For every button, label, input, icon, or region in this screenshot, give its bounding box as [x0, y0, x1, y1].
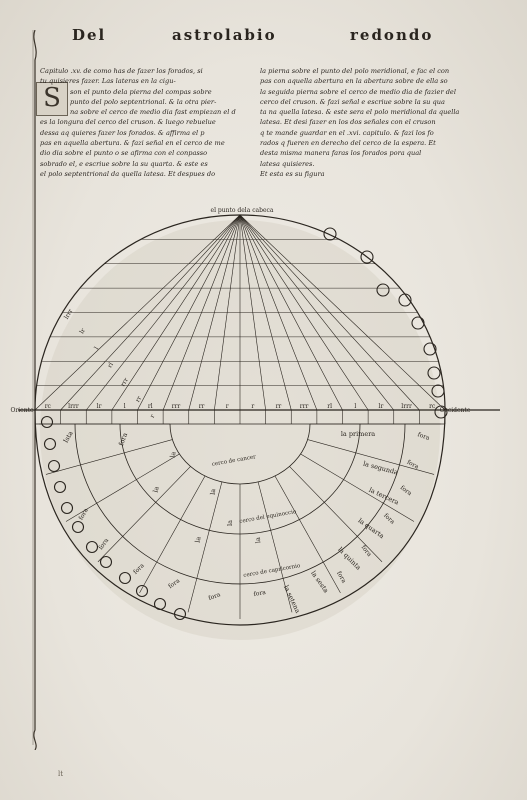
upper-degree-label: lr	[78, 327, 87, 336]
west-label: Occidente	[439, 407, 471, 414]
text-line: q te mande guardar en el .xvi. capitulo. & fazi los fo	[260, 128, 434, 137]
horizon-degree-label: r	[251, 403, 255, 410]
text-line: Capitulo .xv. de como has de fazer los forados, si	[40, 67, 203, 75]
band-label: la setena	[281, 583, 302, 615]
upper-degree-label: lrrr	[63, 307, 75, 321]
cell-label: la	[208, 488, 218, 496]
rim-tag-label: fora	[97, 537, 111, 552]
decorated-initial: S	[36, 82, 68, 116]
text-line: pas en aquella abertura. & fazi señal en el cerco de me	[40, 139, 225, 148]
band-label: la quarta	[356, 516, 386, 541]
upper-degree-label: rl	[106, 361, 115, 370]
cell-label: la	[151, 485, 161, 494]
header-word-left: Del	[72, 26, 107, 44]
text-line: son el punto dela pierna del compas sobre	[70, 87, 212, 96]
band-label: la primera	[340, 430, 376, 438]
horizon-degree-label: rc	[44, 403, 51, 410]
arc-caption-capricorn: cerco de capricornio	[242, 563, 301, 579]
horizon-degree-label: lrrr	[68, 403, 79, 410]
header-word-right: redondo	[350, 26, 434, 44]
horizon-degree-label: l	[354, 403, 357, 410]
cell-label: fora	[117, 431, 130, 447]
horizon-degree-label: r	[225, 403, 229, 410]
cell-label: la	[168, 451, 178, 459]
header-word-center: astrolabio	[172, 26, 277, 44]
text-line: punto del polo septentrional. & la otra pier-	[70, 97, 217, 106]
text-line: dessa aq quieres fazer los forados. & affirma el p	[40, 128, 205, 137]
text-line: ta na quella latesa. & este sera el polo meridional da quella	[260, 108, 460, 117]
text-line: latesa quisieres.	[260, 159, 315, 168]
text-line: es la longura del cerco del cruson. & luego rebuelue	[40, 118, 216, 127]
arc-caption-equinox: cerco del equinoccio	[238, 509, 297, 525]
horizon-degree-label: rl	[147, 403, 153, 410]
rim-tag-label: fora	[167, 577, 182, 591]
cell-label: la	[193, 536, 203, 544]
arc-caption-cancer: cerco de cancer	[211, 454, 257, 468]
band-label: la sesta	[309, 569, 331, 595]
horizon-degree-label: rc	[429, 403, 436, 410]
text-line: latesa. Et desi fazer en los dos señales con el cruson	[260, 118, 436, 127]
upper-degree-label: r	[148, 413, 157, 420]
cell-label: la	[253, 536, 263, 544]
folio-mark: lt	[58, 770, 64, 778]
horizon-degree-label: lrrr	[401, 403, 412, 410]
upper-degree-label: rr	[134, 395, 144, 404]
rim-tag-label: fora	[132, 562, 146, 576]
zenith-caption: el punto dela cabeca	[210, 207, 274, 214]
text-line: sobrado el, e escriue sobre la su quarta. & este es	[40, 159, 208, 168]
text-line: la seguida pierna sobre el cerco de medio dia de fazier del	[260, 87, 456, 96]
text-line: na sobre el cerco de medio dia fast empiezan el d	[70, 108, 236, 117]
upper-degree-label: l	[93, 345, 101, 351]
rim-tag-label: fora	[207, 591, 222, 602]
band-tag-label: fora	[382, 512, 396, 526]
text-line: la pierna sobre el punto del polo meridional, e fac el con	[260, 67, 450, 75]
rim-hole	[324, 228, 336, 240]
text-line: pas con aquella abertura en la abertura sobre de ella so	[260, 77, 448, 86]
rim-tag-label: fora	[253, 589, 267, 599]
horizon-degree-label: lr	[378, 403, 384, 410]
text-line: tu quisieres fazer. Las lateras en la cigu-	[40, 77, 176, 86]
horizon-degree-label: rrr	[299, 403, 309, 410]
cell-label: Ista	[61, 429, 75, 445]
text-line: dio dia sobre el punto o se afirma con el conpasso	[40, 149, 208, 158]
text-line: desta misma manera faras los forados pora qual	[260, 149, 422, 158]
band-tag-label: fora	[335, 570, 348, 585]
horizon-degree-label: l	[123, 403, 126, 410]
horizon-degree-label: rl	[327, 403, 333, 410]
band-tag-label: fora	[398, 484, 413, 498]
cell-label: la	[226, 520, 234, 526]
band-tag-label: fora	[416, 431, 431, 442]
band-label: la segunda	[362, 459, 399, 477]
east-label: Oriente	[10, 407, 34, 414]
horizon-degree-label: rr	[198, 403, 205, 410]
text-line: cerco del cruson. & fazi señal e escriue sobre la su qua	[260, 97, 445, 106]
text-line: rados q fueren en derecho del cerco de la espera. Et	[260, 139, 436, 148]
band-label: la quinta	[336, 545, 363, 572]
text-line: Et esta es su figura	[260, 169, 325, 178]
rim-tag-label: fora	[77, 507, 90, 522]
band-label: la tercera	[367, 485, 401, 507]
text-line: el polo septentrional da quella latesa. Et despues do	[40, 169, 216, 178]
horizon-degree-label: lr	[96, 403, 102, 410]
band-tag-label: fora	[405, 458, 420, 471]
horizon-degree-label: rrr	[171, 403, 181, 410]
upper-degree-label: rrr	[119, 376, 130, 388]
rim-hole	[412, 317, 424, 329]
horizon-degree-label: rr	[275, 403, 282, 410]
band-tag-label: fora	[359, 544, 373, 559]
